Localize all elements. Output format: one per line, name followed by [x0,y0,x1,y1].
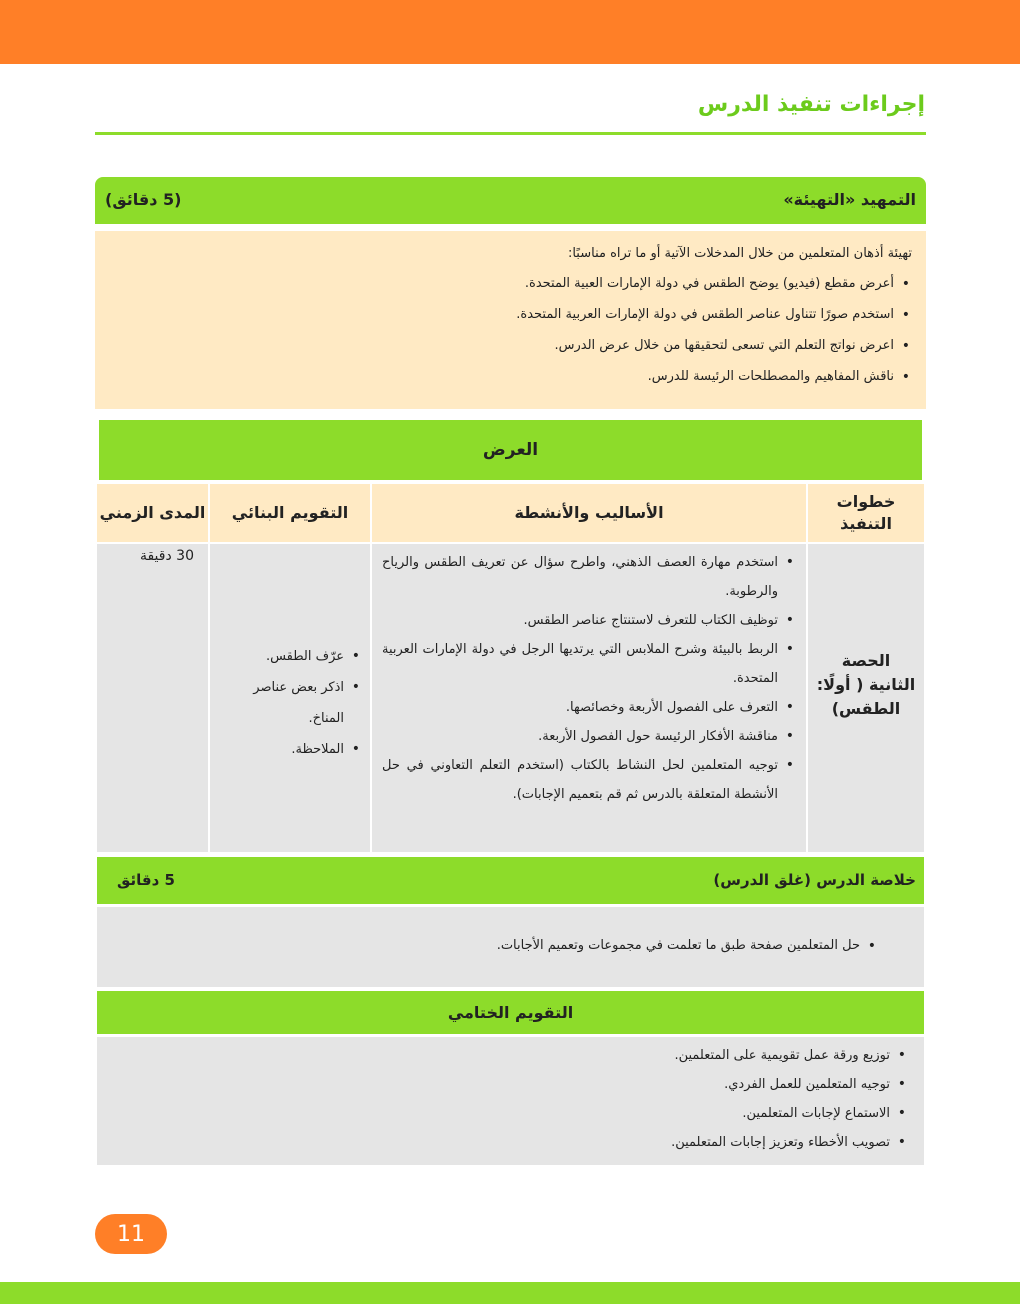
list-item: • حل المتعلمين صفحة طبق ما تعلمت في مجموعات وتعميم الأجابات. [107,935,878,957]
evaluation-list [214,641,362,765]
summary-list [107,935,878,957]
activities-column [372,484,806,852]
activities-header: الأساليب والأنشطة [372,484,806,542]
presentation-title: العرض [97,418,924,482]
intro-duration: (5 دقائق) [105,190,182,209]
list-item: • تصويب الأخطاء وتعزيز إجابات المتعلمين. [107,1128,908,1157]
summary-duration: 5 دقائق [117,871,175,889]
section-title: إجراءات تنفيذ الدرس [697,92,925,117]
time-header: المدى الزمني [97,484,208,542]
list-item: • توزيع ورقة عمل تقويمية على المتعلمين. [107,1041,908,1070]
list-item: • توجيه المتعلمين لحل النشاط بالكتاب (استخدم التعلم التعاوني في حل الأنشطة المتعلقة بالدرس ثم قم بتعميم الإجابات). [382,751,796,809]
list-item: • اذكر بعض عناصر المناخ. [214,672,362,734]
list-item: • الربط بالبيئة وشرح الملابس التي يرتديها الرجل في دولة الإمارات العربية المتحدة. [382,635,796,693]
presentation-columns [97,484,924,852]
list-item: • الملاحظة. [214,734,362,765]
top-orange-band [0,0,1020,64]
list-item: • استخدم صورًا تتناول عناصر الطقس في دولة الإمارات العربية المتحدة. [109,304,912,335]
summary-header [97,857,924,904]
title-divider [95,132,926,135]
intro-header [95,177,926,224]
summary-body [97,907,924,987]
list-item: • استخدم مهارة العصف الذهني، واطرح سؤال عن تعريف الطقس والرياح والرطوبة. [382,548,796,606]
final-evaluation-list [107,1041,908,1157]
summary-title: خلاصة الدرس (غلق الدرس) [713,871,916,889]
time-column [97,484,208,852]
list-item: • ناقش المفاهيم والمصطلحات الرئيسة للدرس. [109,366,912,397]
steps-text: الحصة الثانية ( أولًا: الطقس) [816,651,916,718]
page-number-badge: 11 [95,1214,167,1254]
list-item: • أعرض مقطع (فيديو) يوضح الطقس في دولة الإمارات العبية المتحدة. [109,273,912,304]
activities-list [372,544,806,809]
intro-body [95,231,926,409]
time-cell [97,544,208,852]
list-item: • عرّف الطقس. [214,641,362,672]
list-item: • التعرف على الفصول الأربعة وخصائصها. [382,693,796,722]
steps-column [808,484,924,852]
intro-title: التمهيد «التهيئة» [783,190,916,209]
evaluation-cell [210,544,370,852]
final-evaluation-body [97,1037,924,1165]
list-item: • توظيف الكتاب للتعرف لاستنتاج عناصر الطقس. [382,606,796,635]
list-item: • اعرض نواتج التعلم التي تسعى لتحقيقها من خلال عرض الدرس. [109,335,912,366]
list-item: • مناقشة الأفكار الرئيسة حول الفصول الأربعة. [382,722,796,751]
list-item: • توجيه المتعلمين للعمل الفردي. [107,1070,908,1099]
evaluation-header: التقويم البنائي [210,484,370,542]
intro-lead: تهيئة أذهان المتعلمين من خلال المدخلات الآتية أو ما تراه مناسبًا: [567,246,912,261]
final-evaluation-title: التقويم الختامي [97,991,924,1034]
steps-cell [808,544,924,852]
presentation-table [97,418,924,482]
steps-header: خطوات التنفيذ [808,484,924,542]
bottom-green-band [0,1282,1020,1304]
time-value: 30 دقيقة [139,548,194,564]
activities-cell [372,544,806,852]
evaluation-column [210,484,370,852]
intro-list [109,273,912,397]
list-item: • الاستماع لإجابات المتعلمين. [107,1099,908,1128]
